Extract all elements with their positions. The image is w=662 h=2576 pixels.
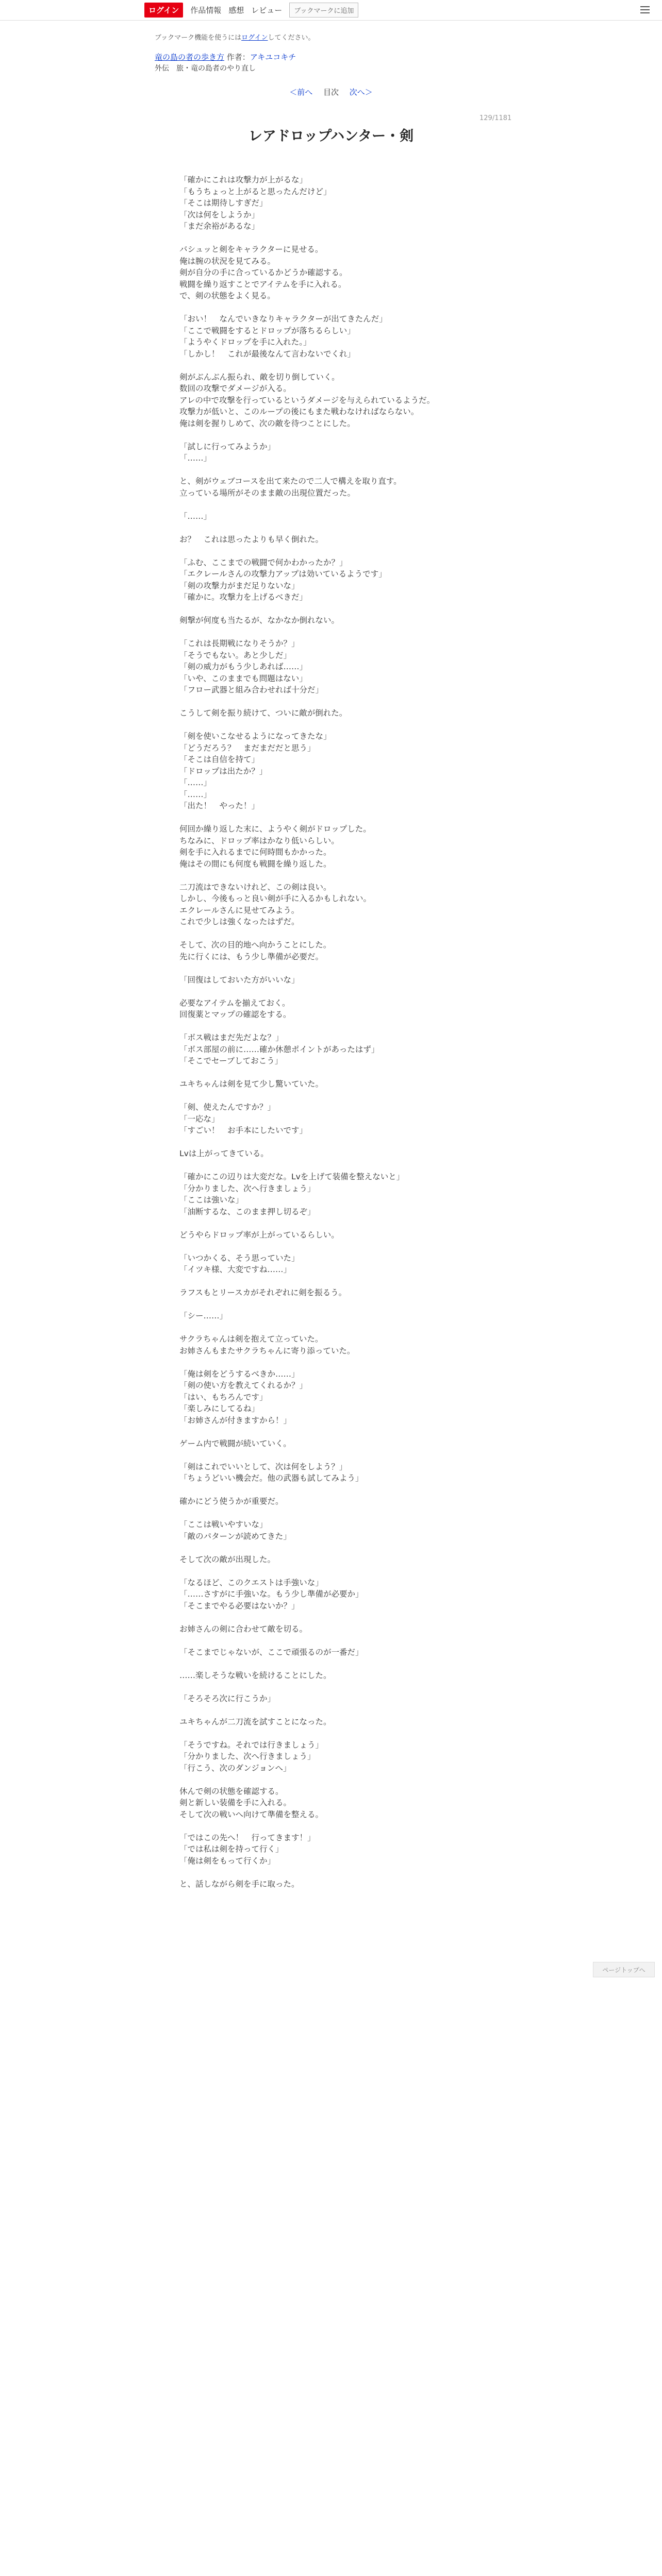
paragraph-gap: [179, 1635, 489, 1647]
body-line: 「剣の使い方を教えてくれるか？」: [179, 1381, 308, 1390]
body-line: ラフスもとリースカがそれぞれに剣を振るう。: [179, 1288, 347, 1297]
login-button[interactable]: ログイン: [144, 3, 183, 18]
body-line: 「なるほど、このクエストは手強いな」: [179, 1578, 323, 1587]
body-line: お姉さんの剣に合わせて敵を切る。: [179, 1624, 308, 1634]
body-line: エクレールさんに見せてみよう。: [179, 905, 300, 915]
body-line: 「ボス戦はまだ先だよな？」: [179, 1033, 284, 1042]
body-line: 「ドロップは出たか？」: [179, 766, 268, 776]
body-line: 「シー……」: [179, 1311, 228, 1320]
paragraph-gap: [179, 1217, 489, 1229]
top-bar: [0, 0, 662, 21]
paragraph-gap: [179, 719, 489, 731]
body-line: 「おい！ なんでいきなりキャラクターが出てきたんだ」: [179, 314, 387, 324]
body-line: 「ちょうどいい機会だ。他の武器も試してみよう」: [179, 1473, 363, 1483]
body-line: 「しかし！ これが最後なんて言わないでくれ」: [179, 349, 356, 359]
body-line: 「分かりました、次へ行きましょう」: [179, 1752, 316, 1761]
prev-link[interactable]: ＜前へ: [289, 88, 313, 97]
paragraph-gap: [179, 1727, 489, 1739]
body-line: 「次は何をしようか」: [179, 210, 260, 219]
body-line: そして次の敵が出現した。: [179, 1554, 276, 1564]
body-line: 攻撃力が低いと、このループの後にもまた戦わなければならない。: [179, 407, 419, 416]
body-line: 「……」: [179, 789, 212, 799]
body-line: 「剣を使いこなせるようになってきたな」: [179, 732, 332, 741]
body-line: ユキちゃんが二刀流を試すことになった。: [179, 1717, 332, 1726]
author-label: 作者：: [226, 53, 250, 62]
body-line: 「そうですね。それでは行きましょう」: [179, 1740, 324, 1750]
login-link[interactable]: ログイン: [241, 34, 268, 42]
body-line: 「はい、もちろんです」: [179, 1392, 268, 1402]
paragraph-gap: [179, 1820, 489, 1832]
pager-top: [0, 87, 662, 97]
paragraph-gap: [179, 870, 489, 882]
paragraph-gap: [179, 962, 489, 974]
paragraph-gap: [179, 1276, 489, 1287]
body-line: 「確かに。攻撃力を上げるべきだ」: [179, 592, 308, 602]
body-line: 俺は剣を握りしめて、次の敵を待つことにした。: [179, 418, 355, 428]
paragraph-gap: [179, 1658, 489, 1670]
page-top-button[interactable]: ページトップへ: [593, 1962, 655, 1977]
body-line: 「では私は剣を持って行く」: [179, 1844, 284, 1854]
paragraph-gap: [179, 302, 489, 314]
paragraph-gap: [179, 1137, 489, 1148]
body-line: と、剣がウェブコースを出て来たので二人で構えを取り直す。: [179, 477, 402, 486]
body-line: 「……」: [179, 778, 212, 787]
body-line: 「油断するな、このまま押し切るぞ」: [179, 1207, 316, 1216]
nav-item-info[interactable]: 作品情報: [190, 6, 222, 15]
body-line: 「剣の威力がもう少しあれば……」: [179, 662, 308, 671]
paragraph-gap: [179, 1067, 489, 1079]
login-notice: ブックマーク機能を使うにはログインしてください。: [155, 34, 315, 42]
series-info: [155, 52, 296, 74]
paragraph-gap: [179, 928, 489, 940]
body-line: 「ボス部屋の前に……確か休憩ポイントがあったはず」: [179, 1044, 379, 1054]
body-line: 「……さすがに手強いな。もう少し準備が必要か」: [179, 1589, 363, 1599]
menu-icon[interactable]: [640, 6, 650, 13]
paragraph-gap: [179, 429, 489, 441]
body-line: 「イツキ様、大変ですね……」: [179, 1265, 292, 1274]
body-line: 「そこでセーブしておこう」: [179, 1056, 283, 1065]
paragraph-gap: [179, 1542, 489, 1554]
body-line: 先に行くには、もう少し準備が必要だ。: [179, 952, 324, 961]
body-line: 「そうでもない。あと少しだ」: [179, 650, 292, 660]
body-line: これで少しは強くなったはずだ。: [179, 917, 300, 926]
body-line: アレの中で攻撃を行っているというダメージを与えられているようだ。: [179, 395, 435, 405]
body-line: 「剣、使えたんですか？」: [179, 1103, 276, 1112]
body-line: そして、次の目的地へ向かうことにした。: [179, 940, 332, 950]
body-line: 剣が自分の手に合っているかどうか確認する。: [179, 268, 347, 277]
body-line: 確かにどう使うかが重要だ。: [179, 1497, 284, 1506]
paragraph-gap: [179, 1426, 489, 1438]
body-line: 数回の攻撃でダメージが入る。: [179, 384, 291, 393]
author-link[interactable]: アキユコキチ: [250, 53, 296, 62]
paragraph-gap: [179, 545, 489, 557]
body-line: 「出た！ やった！」: [179, 801, 260, 810]
body-line: で、剣の状態をよく見る。: [179, 291, 275, 300]
body-line: 「ようやくドロップを手に入れた。」: [179, 337, 311, 347]
body-line: 「ここは戦いやすいな」: [179, 1520, 268, 1529]
body-line: 「フロー武器と組み合わせれば十分だ」: [179, 685, 324, 694]
body-line: 「ここで戦闘をするとドロップが落ちるらしい」: [179, 326, 355, 335]
body-line: 「そこまでじゃないが、ここで頑張るのが一番だ」: [179, 1647, 363, 1657]
body-line: 剣撃が何度も当たるが、なかなか倒れない。: [179, 616, 340, 625]
paragraph-gap: [179, 1090, 489, 1102]
body-line: ゲーム内で戦闘が続いていく。: [179, 1438, 291, 1448]
body-line: Lvは上がってきている。: [179, 1149, 269, 1158]
body-line: 「いや、このままでも問題はない」: [179, 673, 307, 683]
body-line: 剣を手に入れるまでに何時間もかかった。: [179, 848, 332, 857]
nav-item-review[interactable]: レビュー: [251, 6, 283, 15]
paragraph-gap: [179, 1704, 489, 1716]
paragraph-gap: [179, 1160, 489, 1172]
paragraph-gap: [179, 232, 489, 244]
paragraph-gap: [179, 1484, 489, 1496]
body-line: 「これは長期戦になりそうか？」: [179, 639, 300, 648]
body-line: 戦闘を繰り返すことでアイテムを手に入れる。: [179, 279, 346, 289]
paragraph-gap: [179, 499, 489, 511]
body-line: 「確かにこの辺りは大変だな。Lvを上げて装備を整えないと」: [179, 1172, 405, 1181]
paragraph-gap: [179, 603, 489, 615]
paragraph-gap: [179, 1357, 489, 1368]
paragraph-gap: [179, 1507, 489, 1519]
paragraph-gap: [179, 1241, 489, 1252]
body-line: 「ではこの先へ！ 行ってきます！」: [179, 1833, 316, 1842]
body-line: 「剣の攻撃力がまだ足りないな」: [179, 581, 300, 590]
next-link[interactable]: 次へ＞: [349, 88, 373, 97]
body-line: 俺は腕の状況を見てみる。: [179, 256, 276, 266]
body-line: ユキちゃんは剣を見て少し驚いていた。: [179, 1079, 324, 1089]
paragraph-gap: [179, 360, 489, 371]
novel-body: [179, 174, 489, 1890]
paragraph-gap: [179, 1299, 489, 1311]
body-line: 「試しに行ってみようか」: [179, 442, 276, 451]
paragraph-gap: [179, 1774, 489, 1786]
episode-number: 129/1181: [479, 114, 512, 122]
body-line: 「分かりました、次へ行きましょう」: [179, 1183, 316, 1193]
body-line: 「行こう、次のダンジョンへ」: [179, 1763, 291, 1773]
body-line: と、話しながら剣を手に取った。: [179, 1879, 300, 1889]
paragraph-gap: [179, 1322, 489, 1334]
body-line: バシュッと剣をキャラクターに見せる。: [179, 245, 323, 254]
paragraph-gap: [179, 1681, 489, 1693]
body-line: 「そこは自信を持て」: [179, 755, 260, 764]
body-line: ……楽しそうな戦いを続けることにした。: [179, 1670, 332, 1680]
body-line: 「回復はしておいた方がいいな」: [179, 975, 300, 985]
body-line: こうして剣を振り続けて、ついに敵が倒れた。: [179, 708, 347, 718]
body-line: そして次の戦いへ向けて準備を整える。: [179, 1809, 324, 1819]
body-line: ちなみに、ドロップ率はかなり低いらしい。: [179, 836, 339, 845]
body-line: 「ここは強いな」: [179, 1195, 244, 1205]
episode-title: レアドロップハンター・剣: [248, 128, 414, 144]
body-line: 「……」: [179, 453, 212, 463]
paragraph-gap: [179, 1867, 489, 1878]
body-line: 「そこは期待しすぎだ」: [179, 198, 268, 208]
paragraph-gap: [179, 1021, 489, 1032]
body-line: 「いつかくる、そう思っていた」: [179, 1253, 300, 1263]
chapter-subtitle: 外伝 旅・竜の島者のやり直し: [155, 64, 256, 73]
body-line: 「まだ余裕があるな」: [179, 222, 260, 231]
body-line: 俺はその間にも何度も戦闘を繰り返した。: [179, 859, 332, 869]
paragraph-gap: [179, 1449, 489, 1461]
body-line: 立っている場所がそのまま敵の出現位置だった。: [179, 488, 356, 498]
body-line: 「俺は剣をどうするべきか……」: [179, 1369, 300, 1379]
body-line: 「どうだろう？ まだまだだと思う」: [179, 743, 316, 753]
paragraph-gap: [179, 1565, 489, 1577]
body-line: 剣がぶんぶん振られ、敵を切り倒していく。: [179, 372, 340, 382]
body-line: サクラちゃんは剣を抱えて立っていた。: [179, 1334, 323, 1344]
toc-link[interactable]: 目次: [323, 88, 339, 97]
body-line: 「剣はこれでいいとして、次は何をしよう？」: [179, 1462, 347, 1471]
paragraph-gap: [179, 696, 489, 708]
body-line: 「エクレールさんの攻撃力アップは効いているようです」: [179, 569, 387, 579]
body-line: 「一応な」: [179, 1114, 220, 1124]
body-line: 「楽しみにしてるね」: [179, 1404, 260, 1413]
body-line: どうやらドロップ率が上がっているらしい。: [179, 1230, 339, 1240]
body-line: 「確かにこれは攻撃力が上がるな」: [179, 175, 308, 184]
body-line: 二刀流はできないけれど、この剣は良い。: [179, 882, 332, 892]
body-line: 「ふむ、ここまでの戦闘で何かわかったか？」: [179, 557, 347, 567]
paragraph-gap: [179, 986, 489, 997]
body-line: 「お姉さんが付きますから！」: [179, 1415, 292, 1425]
body-line: 「すごい！ お手本にしたいです」: [179, 1126, 308, 1135]
paragraph-gap: [179, 812, 489, 824]
nav-item-impressions[interactable]: 感想: [228, 6, 244, 15]
body-line: お姉さんもまたサクラちゃんに寄り添っていた。: [179, 1346, 355, 1355]
body-line: 「俺は剣をもって行くか」: [179, 1856, 276, 1866]
body-line: 「そこまでやる必要はないか？」: [179, 1601, 300, 1611]
paragraph-gap: [179, 464, 489, 476]
paragraph-gap: [179, 1612, 489, 1623]
body-line: 「そろそろ次に行こうか」: [179, 1693, 276, 1703]
body-line: 必要なアイテムを揃えておく。: [179, 998, 290, 1008]
body-line: お？ これは思ったよりも早く倒れた。: [179, 534, 324, 544]
body-line: 休んで剣の状態を確認する。: [179, 1786, 284, 1796]
series-title-link[interactable]: 竜の島の者の歩き方: [155, 53, 225, 62]
body-line: 剣と新しい装備を手に入れる。: [179, 1798, 292, 1807]
body-line: しかし、今後もっと良い剣が手に入るかもしれない。: [179, 894, 372, 903]
body-line: 何回か繰り返した末に、ようやく剣がドロップした。: [179, 824, 371, 834]
body-line: 回復薬とマップの確認をする。: [179, 1010, 291, 1019]
body-line: 「……」: [179, 511, 212, 521]
body-line: 「もうちょっと上がると思ったんだけど」: [179, 187, 332, 196]
body-line: 「敵のパターンが読めてきた」: [179, 1531, 291, 1541]
bookmark-add-button[interactable]: ブックマークに追加: [289, 3, 358, 18]
paragraph-gap: [179, 626, 489, 638]
paragraph-gap: [179, 522, 489, 534]
